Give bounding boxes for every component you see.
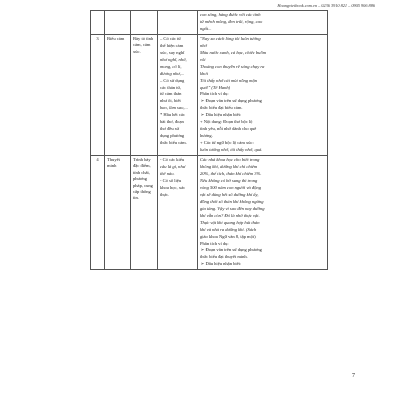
continued-example-cell	[198, 11, 328, 35]
text-line: ➢ Đoạn văn trên sử dụng phương	[200, 98, 262, 104]
page-number: 7	[352, 373, 355, 379]
text-line: - Có số liệu	[160, 177, 182, 183]
text-line: Tôi thấy nhớ cái mùi nồng mặn	[200, 77, 257, 83]
text-line: * Hầu hết các	[160, 112, 185, 118]
table-row-continued	[91, 11, 328, 35]
text-type-cell: Biểu cảm	[105, 34, 131, 155]
text-line: khí vẫn còn? Đó là nhờ thực vật.	[200, 212, 260, 218]
text-line: thể hiện cảm	[160, 42, 184, 48]
text-line: Thực vật khi quang hợp hút thán	[200, 219, 260, 225]
content-table	[90, 10, 328, 270]
text-line: khơi	[200, 70, 208, 76]
text-line: Màu nước xanh, cá bạc, chiếc buồm	[200, 49, 267, 55]
table-row-bieu-cam	[91, 34, 328, 155]
text-line: thức biểu đạt biểu cảm.	[200, 105, 243, 111]
text-line: từ cảm thán	[160, 91, 182, 97]
text-line: nhớ	[200, 42, 207, 48]
row-number: 3	[91, 34, 105, 155]
text-line: khoa học, xác	[160, 184, 186, 190]
text-line: khí và nhả ra dưỡng khí. (Sách	[200, 226, 257, 232]
text-line: như ôi, biết	[160, 98, 181, 104]
text-line: thế nào.	[160, 170, 175, 176]
text-line: xúc, suy nghĩ	[160, 49, 185, 55]
text-line: các thán từ,	[160, 84, 182, 90]
text-line: Thoáng con thuyền rẽ sóng chạy ra	[200, 63, 265, 69]
text-line: đương như,...	[160, 70, 185, 76]
text-line: 20%, thể tích, thán khí chiếm 3%.	[200, 170, 262, 176]
purpose-cell: Trình bày đặc điểm, tính chất, phương pháp, cung cấp thông tin.	[131, 156, 158, 270]
text-line: + Nội dung: Đoạn thơ bộc lộ	[200, 119, 253, 125]
text-line: gia tăng. Vậy vì sao đến nay dưỡng	[200, 205, 265, 211]
row-number: 4	[91, 156, 105, 270]
text-line: bài thơ, đoạn	[160, 119, 184, 125]
page-header: Hoangvietbook.com.vn – 0236 3910 821 – 0905 906 886	[277, 3, 375, 8]
text-line: – Có các từ	[160, 35, 181, 41]
text-line: vòng 500 năm con người và động	[200, 184, 261, 190]
text-line: từ mênh mông, đen trũi, rộng, cao	[200, 18, 263, 24]
text-line: Phân tích ví dụ:	[200, 91, 229, 97]
text-line: – Có sử dụng	[160, 77, 185, 83]
text-line: vật sẽ dùng hết số dưỡng khí ấy,	[200, 191, 259, 197]
text-line: thực.	[160, 191, 170, 197]
content-table-wrapper	[90, 10, 327, 360]
text-line: giáo khoa Ngữ văn 8, tập một)	[200, 233, 256, 239]
features-cell	[158, 34, 198, 155]
text-line: không khí, dưỡng khí chỉ chiếm	[200, 164, 258, 170]
text-line: + Các từ ngữ bộc lộ cảm xúc:	[200, 140, 254, 146]
text-line: vôi	[200, 56, 206, 62]
text-line: quá!" (Tế Hanh)	[200, 84, 231, 90]
example-cell	[198, 156, 328, 270]
text-line: câu là gì, như	[160, 164, 186, 170]
table-row-thuyet-minh	[91, 156, 328, 270]
text-line: - Có các kiểu	[160, 157, 185, 163]
example-cell	[198, 34, 328, 155]
text-line: thơ đều sử	[160, 126, 180, 132]
features-cell	[158, 156, 198, 270]
purpose-cell: Bày tỏ tình cảm, cảm xúc.	[131, 34, 158, 155]
text-line: thức biểu cảm.	[160, 140, 187, 146]
text-line: ➢ Dấu hiệu nhận biết:	[200, 112, 242, 118]
text-line: hương.	[200, 133, 213, 139]
text-line: ➢ Đoạn văn trên sử dụng phương	[200, 247, 262, 253]
text-line: con sông, hàng đước với các tính	[200, 12, 261, 17]
text-line: luôn tưởng nhớ, tôi thấy nhớ, quá.	[200, 147, 263, 153]
text-line: tình yêu, nỗi nhớ dành cho quê	[200, 126, 257, 132]
text-line: như nghĩ, nhớ,	[160, 56, 187, 62]
text-line: "Nay xa cách lòng tôi luôn tưởng	[200, 35, 261, 41]
text-line: đồng thời số thán khí không ngừng	[200, 198, 264, 204]
text-line: thức biểu đạt thuyết minh.	[200, 254, 248, 260]
text-line: dụng phương	[160, 133, 185, 139]
text-line: ➢ Dấu hiệu nhận biết:	[200, 261, 242, 267]
text-line: Nếu không có bờ sung thì trong	[200, 177, 258, 183]
text-line: mong, cố lì,	[160, 63, 182, 69]
text-line: ngất...	[200, 25, 212, 31]
text-line: Các nhà khoa học cho biết trong	[200, 157, 260, 163]
text-line: Phân tích ví dụ:	[200, 240, 229, 246]
text-line: bao, làm sao,...	[160, 105, 188, 111]
text-type-cell: Thuyết minh	[105, 156, 131, 270]
